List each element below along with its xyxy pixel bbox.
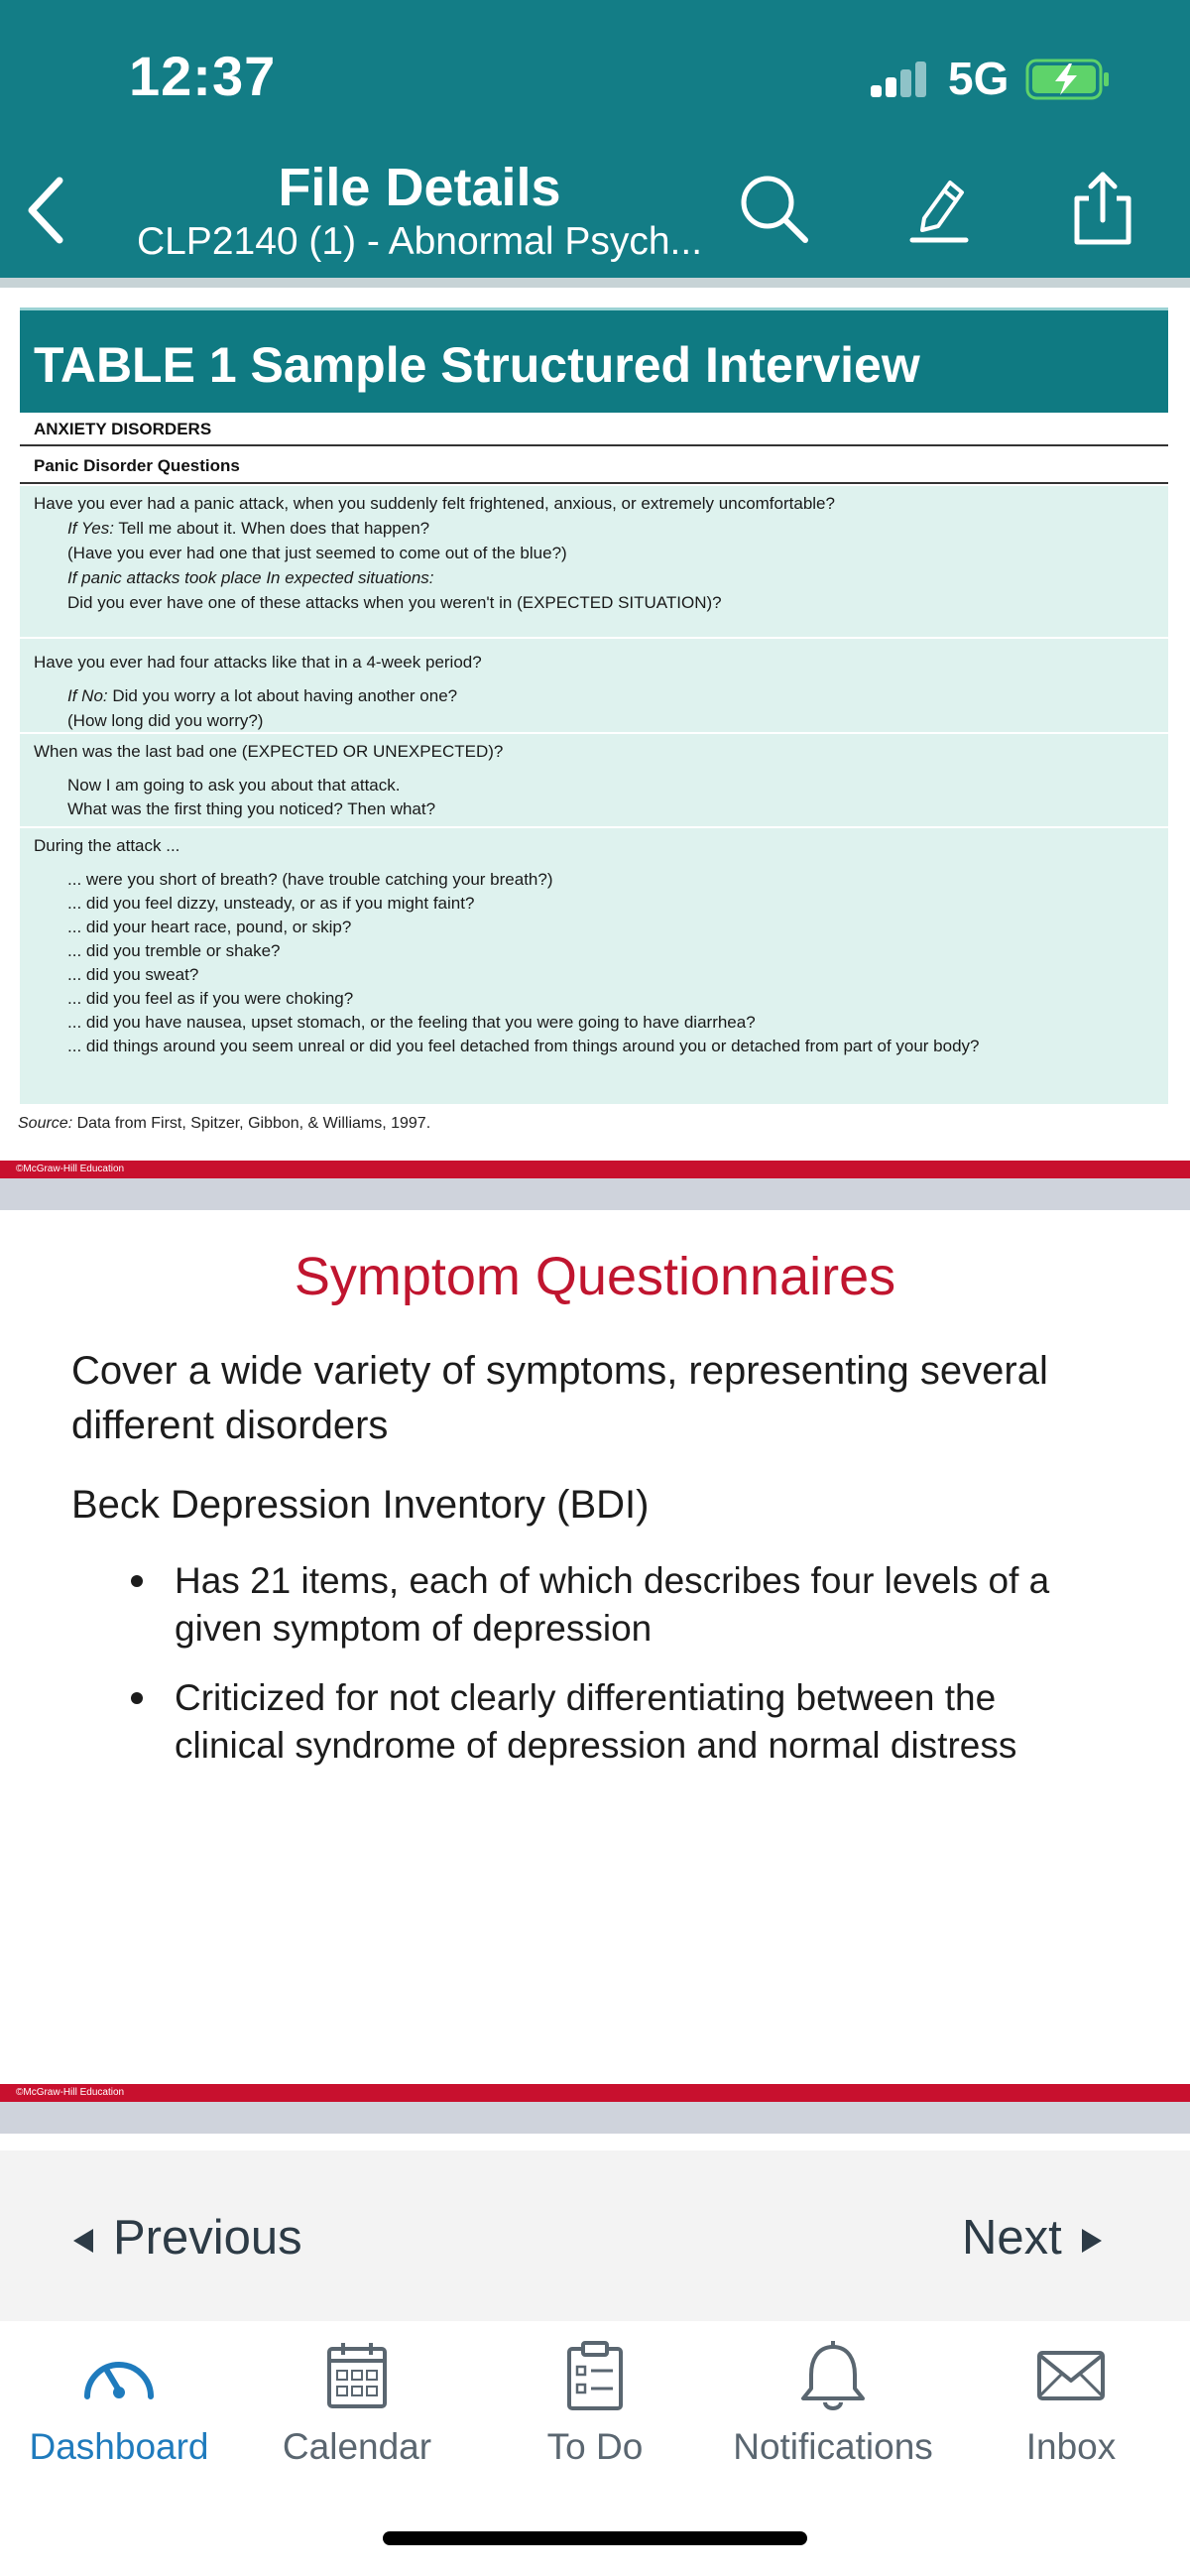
bell-icon [793,2341,873,2410]
share-icon[interactable] [1063,169,1142,248]
tab-calendar[interactable] [238,2341,476,2490]
question-line: ... did you sweat? [67,965,199,984]
tab-todo[interactable] [476,2341,714,2490]
home-indicator[interactable] [383,2531,807,2545]
calendar-icon [317,2341,397,2410]
tab-label: To Do [546,2426,644,2467]
file-name: CLP2140 (1) - Abnormal Psych... [136,220,703,263]
question-line [67,519,429,539]
question-line: ... did you tremble or shake? [67,941,281,960]
source-label: Source: [18,1115,73,1132]
question-condition: If Yes: [67,519,114,538]
caret-right-icon [1082,2229,1102,2253]
bullet-item: Criticized for not clearly differentiating between the clinical syndrome of depression and normal distress [175,1677,1017,1766]
dashboard-icon [79,2341,159,2410]
envelope-icon [1031,2341,1111,2410]
tab-inbox[interactable] [952,2341,1190,2490]
slide-table-interview [0,288,1190,1185]
page-navigation [0,2150,1190,2321]
bullet-item: Has 21 items, each of which describes four levels of a given symptom of depression [175,1560,1050,1649]
question-condition: If panic attacks took place In expected situations: [67,568,434,587]
todo-icon [555,2341,635,2410]
slide-paragraph: Cover a wide variety of symptoms, representing several different disorders [71,1349,1048,1447]
copyright-text: ©McGraw-Hill Education [16,1164,125,1174]
next-label: Next [962,2211,1062,2265]
network-label: 5G [948,53,1010,104]
next-button[interactable] [962,2210,1102,2266]
question-line [67,568,434,588]
slide-footer-bar [0,2084,1190,2102]
question-line: ... did you feel dizzy, unsteady, or as if you might faint? [67,894,475,913]
question-line: ... were you short of breath? (have trouble catching your breath?) [67,870,553,889]
header-divider [0,278,1190,288]
battery-charging-icon [1025,58,1111,101]
table-subsection-heading: Panic Disorder Questions [20,448,1168,484]
question-line: ... did you feel as if you were choking? [67,989,354,1008]
table-source [18,1115,430,1133]
question-line: (How long did you worry?) [67,711,264,730]
slide-footer-bar [0,1161,1190,1178]
tab-notifications[interactable] [714,2341,952,2490]
slide-separator [0,2102,1190,2134]
question-line: When was the last bad one (EXPECTED OR UNEXPECTED)? [34,742,504,761]
copyright-text: ©McGraw-Hill Education [16,2087,125,2098]
slide-title: Symptom Questionnaires [294,1247,896,1306]
question-block [20,734,1168,828]
tab-label: Notifications [733,2426,933,2467]
question-text: Tell me about it. When does that happen? [113,519,430,538]
caret-left-icon [73,2229,93,2253]
search-icon[interactable] [734,169,813,248]
bullet-dot [131,1575,143,1587]
tab-dashboard[interactable] [0,2341,238,2490]
table-section-heading: ANXIETY DISORDERS [20,413,1168,446]
question-line: Now I am going to ask you about that attack. [67,776,401,795]
question-block [20,486,1168,639]
previous-label: Previous [113,2211,302,2265]
question-text: Did you worry a lot about having another one? [107,686,458,705]
question-line: Have you ever had four attacks like that in a 4-week period? [34,653,482,672]
question-line: What was the first thing you noticed? Then what? [67,799,436,818]
tab-label: Inbox [1025,2426,1117,2467]
question-line: ... did things around you seem unreal or did you feel detached from things around you or detached from part of your body? [67,1037,980,1055]
tab-label: Calendar [282,2426,432,2467]
question-line: ... did your heart race, pound, or skip? [67,918,352,936]
question-line: ... did you have nausea, upset stomach, or the feeling that you were going to have diarrhea? [67,1013,756,1032]
question-line: Did you ever have one of these attacks when you weren't in (EXPECTED SITUATION)? [67,593,722,612]
table-title: TABLE 1 Sample Structured Interview [34,337,920,393]
slide-paragraph: Beck Depression Inventory (BDI) [71,1483,650,1527]
question-condition: If No: [67,686,108,705]
status-time: 12:37 [129,45,277,107]
question-line: (Have you ever had one that just seemed to come out of the blue?) [67,544,567,562]
question-block [20,639,1168,734]
question-block [20,828,1168,1106]
question-line: During the attack ... [34,836,180,855]
signal-strength-icon [871,60,930,97]
page-title: File Details [278,158,561,217]
table-title-bar [20,307,1168,416]
annotate-pen-icon[interactable] [898,169,978,248]
source-text: Data from First, Spitzer, Gibbon, & Williams, 1997. [72,1115,431,1132]
tab-label: Dashboard [29,2426,209,2467]
question-line: Have you ever had a panic attack, when you suddenly felt frightened, anxious, or extremely uncomfortable? [34,494,835,513]
previous-button[interactable] [73,2210,302,2266]
question-line [67,686,457,706]
bullet-dot [131,1692,143,1704]
slide-separator [0,1178,1190,1210]
app-header [0,0,1190,278]
